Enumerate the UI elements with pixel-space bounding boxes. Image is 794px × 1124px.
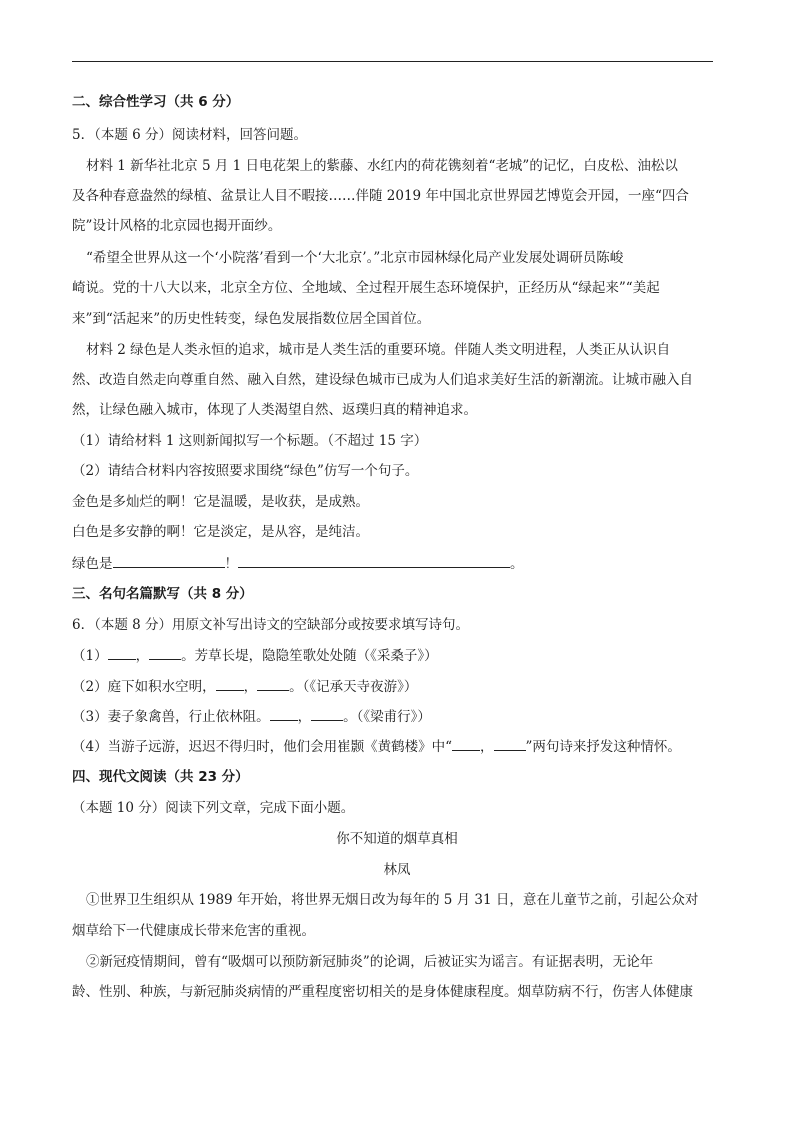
item-text: ”两句诗来抒发这种情怀。 bbox=[525, 739, 681, 755]
item-text: ， bbox=[135, 648, 150, 664]
item-text: ， bbox=[480, 739, 494, 755]
recite-item bbox=[72, 736, 681, 757]
fill-in-line bbox=[72, 553, 524, 574]
material-line: 院”设计风格的北京园也揭开面纱。 bbox=[72, 218, 282, 234]
recite-item bbox=[72, 645, 438, 666]
material-line: 然、改造自然走向尊重自然、融入自然，建设绿色城市已成为人们追求美好生活的新潮流。让城市融入自 bbox=[72, 372, 693, 388]
answer-blank[interactable] bbox=[311, 706, 343, 721]
recite-item bbox=[72, 706, 431, 727]
sub-question: （2）请结合材料内容按照要求围绕“绿色”仿写一个句子。 bbox=[72, 463, 419, 479]
answer-blank[interactable] bbox=[108, 645, 136, 660]
section-heading: 四、现代文阅读（共 23 分） bbox=[72, 769, 249, 785]
article-title: 你不知道的烟草真相 bbox=[336, 831, 458, 847]
question-stem: 6．（本题 8 分）用原文补写出诗文的空缺部分或按要求填写诗句。 bbox=[72, 617, 470, 633]
material-line: 及各种春意盎然的绿植、盆景让人目不暇接……伴随 2019 年中国北京世界园艺博览会开园，一座“四合 bbox=[72, 188, 689, 204]
article-line: 烟草给下一代健康成长带来危害的重视。 bbox=[72, 923, 315, 939]
answer-blank[interactable] bbox=[257, 676, 289, 691]
item-text: （3）妻子象禽兽，行止依林阻。 bbox=[72, 709, 270, 725]
material-line: 材料 2 绿色是人类永恒的追求，城市是人类生活的重要环境。伴随人类文明进程，人类正从认识自 bbox=[86, 342, 671, 358]
answer-blank[interactable] bbox=[149, 645, 181, 660]
item-text: （2）庭下如积水空明， bbox=[72, 679, 216, 695]
answer-blank[interactable] bbox=[113, 553, 225, 568]
header-rule bbox=[72, 61, 713, 62]
answer-blank[interactable] bbox=[238, 553, 510, 568]
item-text: ， bbox=[297, 709, 312, 725]
item-number: （1） bbox=[72, 648, 108, 664]
item-text: 。（《梁甫行》） bbox=[343, 709, 431, 725]
example-sentence: 白色是多安静的啊！它是淡定，是从容，是纯洁。 bbox=[72, 524, 369, 540]
example-sentence: 金色是多灿烂的啊！它是温暖，是收获，是成熟。 bbox=[72, 494, 369, 510]
recite-item bbox=[72, 676, 417, 697]
material-line: 崎说。党的十八大以来，北京全方位、全地域、全过程开展生态环境保护，正经历从“绿起来”“美起 bbox=[72, 280, 660, 296]
answer-blank[interactable] bbox=[452, 736, 480, 751]
answer-blank[interactable] bbox=[216, 676, 244, 691]
answer-blank[interactable] bbox=[270, 706, 298, 721]
answer-blank[interactable] bbox=[494, 736, 526, 751]
item-text: （4）当游子远游，迟迟不得归时，他们会用崔颢《黄鹤楼》中“ bbox=[72, 739, 452, 755]
section-heading: 二、综合性学习（共 6 分） bbox=[72, 94, 240, 110]
question-stem: 5．（本题 6 分）阅读材料，回答问题。 bbox=[72, 127, 308, 143]
material-line: “希望全世界从这一个‘小院落’看到一个‘大北京’。”北京市园林绿化局产业发展处调研员陈峻 bbox=[86, 250, 624, 266]
fill-mid: ！ bbox=[224, 556, 238, 572]
fill-end: 。 bbox=[510, 556, 524, 572]
material-line: 来”到“活起来”的历史性转变，绿色发展指数位居全国首位。 bbox=[72, 311, 431, 327]
article-line: 龄、性别、种族，与新冠肺炎病情的严重程度密切相关的是身体健康程度。烟草防病不行，伤害人体健康 bbox=[72, 984, 693, 1000]
article-line: ①世界卫生组织从 1989 年开始，将世界无烟日改为每年的 5 月 31 日，意在儿童节之前，引起公众对 bbox=[86, 892, 699, 908]
sub-question: （1）请给材料 1 这则新闻拟写一个标题。（不超过 15 字） bbox=[72, 433, 428, 449]
item-text: ， bbox=[243, 679, 258, 695]
item-text: 。（《记承天寺夜游》） bbox=[289, 679, 418, 695]
article-line: ②新冠疫情期间，曾有“吸烟可以预防新冠肺炎”的论调，后被证实为谣言。有证据表明，无论年 bbox=[86, 954, 654, 970]
section-heading: 三、名句名篇默写（共 8 分） bbox=[72, 586, 253, 602]
material-line: 然，让绿色融入城市，体现了人类渴望自然、返璞归真的精神追求。 bbox=[72, 402, 477, 418]
fill-prefix: 绿色是 bbox=[72, 556, 113, 572]
item-text: 。芳草长堤，隐隐笙歌处处随（《采桑子》） bbox=[181, 648, 438, 664]
article-author: 林凤 bbox=[383, 862, 411, 878]
material-line: 材料 1 新华社北京 5 月 1 日电花架上的紫藤、水红内的荷花镌刻着“老城”的记忆，白皮松、油松以 bbox=[86, 158, 678, 174]
question-stem: （本题 10 分）阅读下列文章，完成下面小题。 bbox=[72, 800, 355, 816]
